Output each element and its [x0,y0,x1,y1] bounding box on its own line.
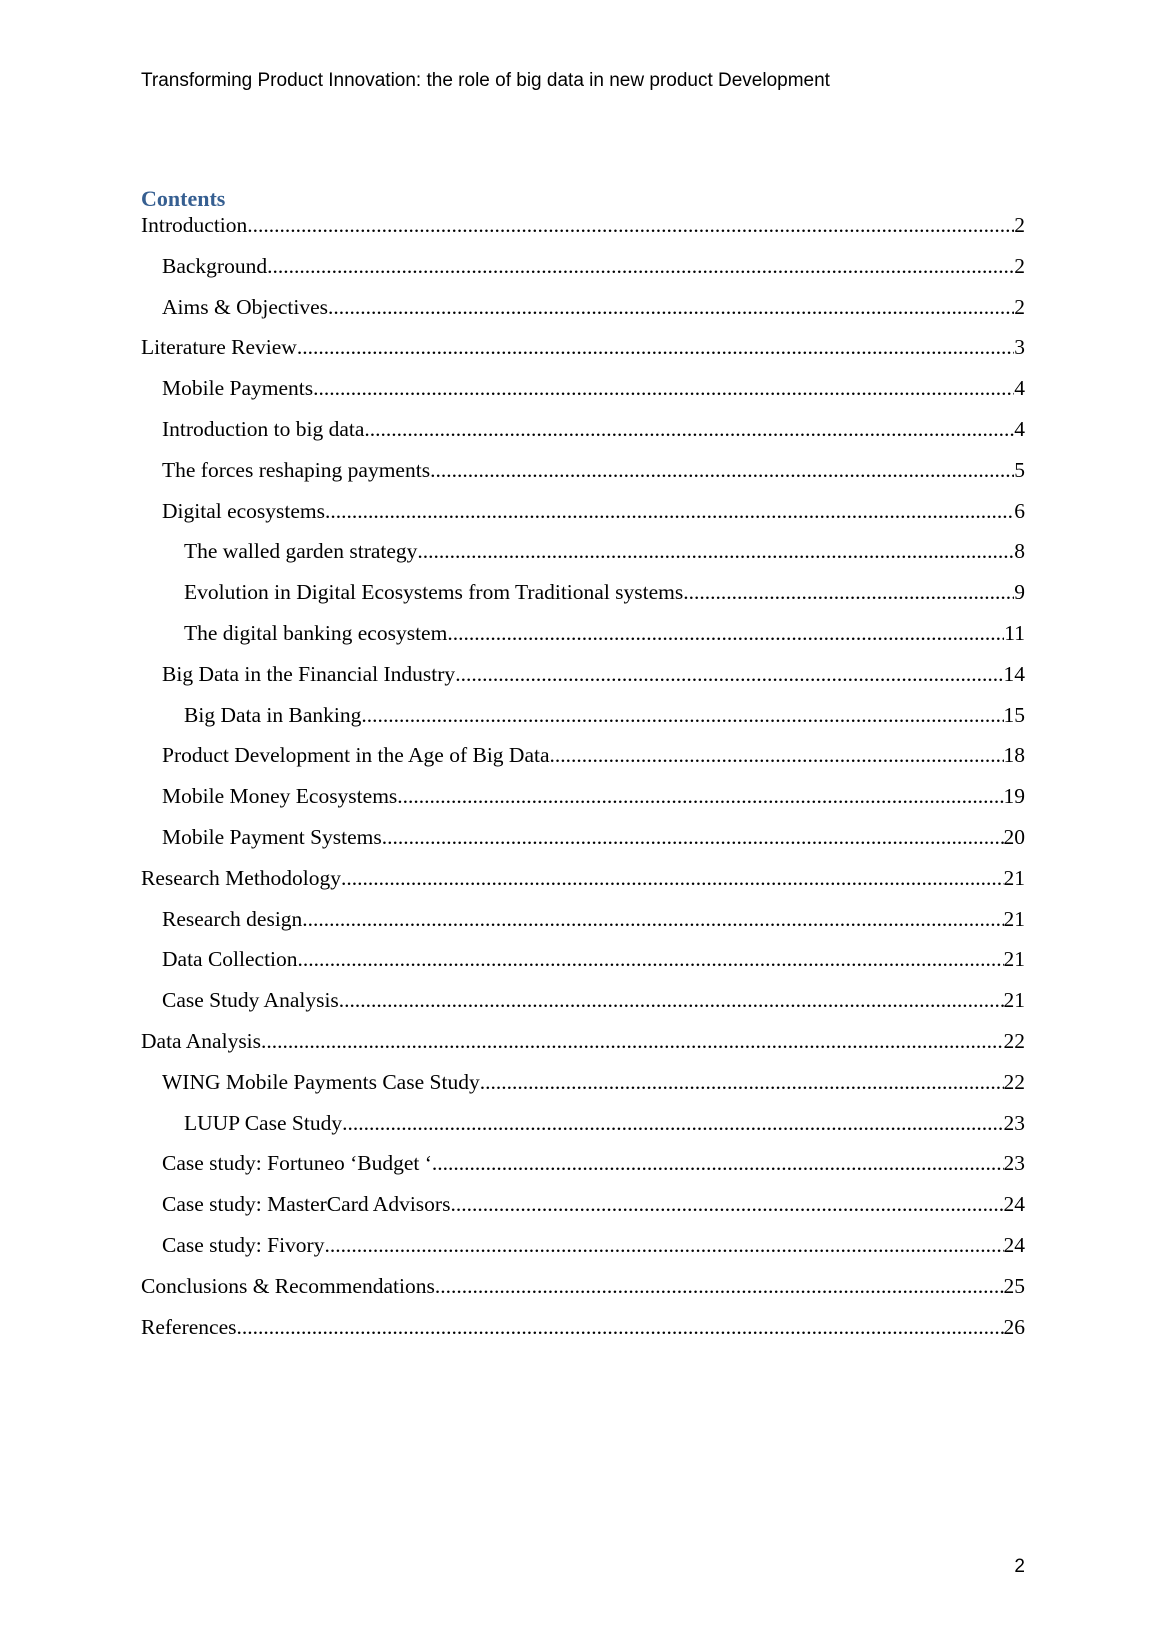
toc-entry-title: Case study: Fortuneo ‘Budget ‘ [162,1151,432,1176]
toc-entry-page: 19 [1003,784,1025,809]
toc-entry-page: 3 [1014,335,1025,360]
toc-dot-leader [382,825,1004,850]
toc-entry-big-data-in-banking[interactable] [141,703,1025,744]
toc-entry-page: 2 [1014,294,1025,319]
toc-dot-leader [435,1274,1004,1299]
table-of-contents [141,213,1025,1355]
toc-entry-page: 6 [1014,498,1025,523]
toc-entry-title: The walled garden strategy [184,539,418,564]
toc-entry-page: 8 [1014,539,1025,564]
toc-entry-title: Mobile Payment Systems [162,824,382,849]
toc-dot-leader [325,499,1014,524]
toc-entry-research-design[interactable] [141,907,1025,948]
toc-entry-title: Mobile Money Ecosystems [162,784,398,809]
toc-entry-page: 2 [1014,253,1025,278]
toc-entry-research-methodology[interactable] [141,866,1025,907]
toc-entry-page: 4 [1014,416,1025,441]
toc-entry-title: Case Study Analysis [162,988,339,1013]
toc-entry-page: 18 [1003,743,1025,768]
toc-dot-leader [417,539,1014,564]
toc-entry-page: 2 [1014,213,1025,237]
toc-entry-page: 21 [1003,906,1025,931]
toc-entry-title: The digital banking ecosystem [184,620,448,645]
toc-dot-leader [430,458,1014,483]
toc-entry-page: 5 [1014,457,1025,482]
toc-dot-leader [237,1315,1004,1340]
toc-entry-data-collection[interactable] [141,947,1025,988]
toc-entry-introduction-to-big-data[interactable] [141,417,1025,458]
toc-entry-introduction[interactable] [141,213,1025,254]
running-header: Transforming Product Innovation: the role of big data in new product Development [141,70,830,91]
toc-dot-leader [397,784,1003,809]
toc-entry-references[interactable] [141,1315,1025,1356]
toc-entry-page: 14 [1003,661,1025,686]
toc-heading: Contents [141,186,226,211]
toc-entry-evolution-digital-ecosystems[interactable] [141,580,1025,621]
toc-entry-data-analysis[interactable] [141,1029,1025,1070]
toc-entry-title: Case study: Fivory [162,1232,325,1257]
toc-entry-title: Data Analysis [141,1028,262,1053]
toc-entry-page: 24 [1003,1192,1025,1217]
toc-entry-page: 11 [1004,620,1025,645]
toc-entry-digital-ecosystems[interactable] [141,499,1025,540]
toc-entry-page: 21 [1003,865,1025,890]
toc-entry-digital-banking-ecosystem[interactable] [141,621,1025,662]
toc-entry-title: Mobile Payments [162,376,314,401]
toc-entry-title: References [141,1314,237,1339]
toc-entry-title: Data Collection [162,947,298,972]
toc-entry-page: 15 [1003,702,1025,727]
toc-dot-leader [313,376,1014,401]
toc-entry-title: Digital ecosystems [162,498,326,523]
toc-entry-title: Evolution in Digital Ecosystems from Traditional systems [184,580,684,605]
toc-entry-page: 4 [1014,376,1025,401]
toc-dot-leader [361,703,1003,728]
toc-entry-title: Research design [162,906,303,931]
toc-dot-leader [364,417,1014,442]
toc-dot-leader [297,335,1014,360]
toc-entry-page: 23 [1003,1110,1025,1135]
toc-entry-forces-reshaping-payments[interactable] [141,458,1025,499]
toc-entry-page: 26 [1003,1314,1025,1339]
toc-entry-title: Background [162,253,268,278]
toc-dot-leader [261,1029,1003,1054]
toc-entry-conclusions[interactable] [141,1274,1025,1315]
toc-entry-title: Introduction to big data [162,416,365,441]
toc-entry-title: Literature Review [141,335,297,360]
toc-entry-title: Introduction [141,213,248,237]
toc-dot-leader [298,947,1004,972]
toc-entry-page: 25 [1003,1273,1025,1298]
toc-dot-leader [480,1070,1004,1095]
toc-dot-leader [247,213,1014,238]
toc-entry-title: Big Data in Banking [184,702,362,727]
toc-dot-leader [550,743,1004,768]
toc-entry-literature-review[interactable] [141,335,1025,376]
page-number: 2 [1014,1556,1025,1577]
toc-dot-leader [267,254,1014,279]
toc-dot-leader [302,907,1003,932]
toc-entry-mastercard-case-study[interactable] [141,1192,1025,1233]
toc-entry-title: Research Methodology [141,865,342,890]
toc-entry-page: 21 [1003,988,1025,1013]
toc-dot-leader [324,1233,1003,1258]
toc-entry-aims-objectives[interactable] [141,295,1025,336]
toc-entry-product-development-big-data[interactable] [141,743,1025,784]
toc-entry-fortuneo-case-study[interactable] [141,1151,1025,1192]
toc-entry-walled-garden-strategy[interactable] [141,539,1025,580]
toc-entry-wing-case-study[interactable] [141,1070,1025,1111]
toc-entry-page: 20 [1003,824,1025,849]
toc-entry-page: 9 [1014,580,1025,605]
toc-entry-mobile-payment-systems[interactable] [141,825,1025,866]
toc-dot-leader [683,580,1014,605]
toc-dot-leader [450,1192,1003,1217]
toc-entry-case-study-analysis[interactable] [141,988,1025,1029]
toc-entry-fivory-case-study[interactable] [141,1233,1025,1274]
toc-entry-page: 23 [1003,1151,1025,1176]
toc-entry-big-data-financial-industry[interactable] [141,662,1025,703]
toc-dot-leader [328,295,1014,320]
toc-dot-leader [339,988,1004,1013]
toc-entry-background[interactable] [141,254,1025,295]
toc-entry-page: 22 [1003,1028,1025,1053]
toc-entry-title: Product Development in the Age of Big Data [162,743,550,768]
toc-entry-mobile-payments[interactable] [141,376,1025,417]
toc-entry-title: Big Data in the Financial Industry [162,661,456,686]
toc-entry-title: Aims & Objectives [162,294,329,319]
toc-entry-title: Case study: MasterCard Advisors [162,1192,451,1217]
toc-entry-title: Conclusions & Recommendations [141,1273,435,1298]
toc-entry-page: 22 [1003,1069,1025,1094]
toc-entry-title: The forces reshaping payments [162,457,431,482]
toc-entry-title: WING Mobile Payments Case Study [162,1069,480,1094]
toc-dot-leader [342,1111,1003,1136]
toc-dot-leader [447,621,1004,646]
toc-entry-title: LUUP Case Study [184,1110,343,1135]
toc-entry-luup-case-study[interactable] [141,1111,1025,1152]
toc-entry-page: 21 [1003,947,1025,972]
toc-entry-mobile-money-ecosystems[interactable] [141,784,1025,825]
toc-entry-page: 24 [1003,1232,1025,1257]
toc-dot-leader [341,866,1003,891]
toc-dot-leader [432,1151,1004,1176]
toc-dot-leader [455,662,1003,687]
